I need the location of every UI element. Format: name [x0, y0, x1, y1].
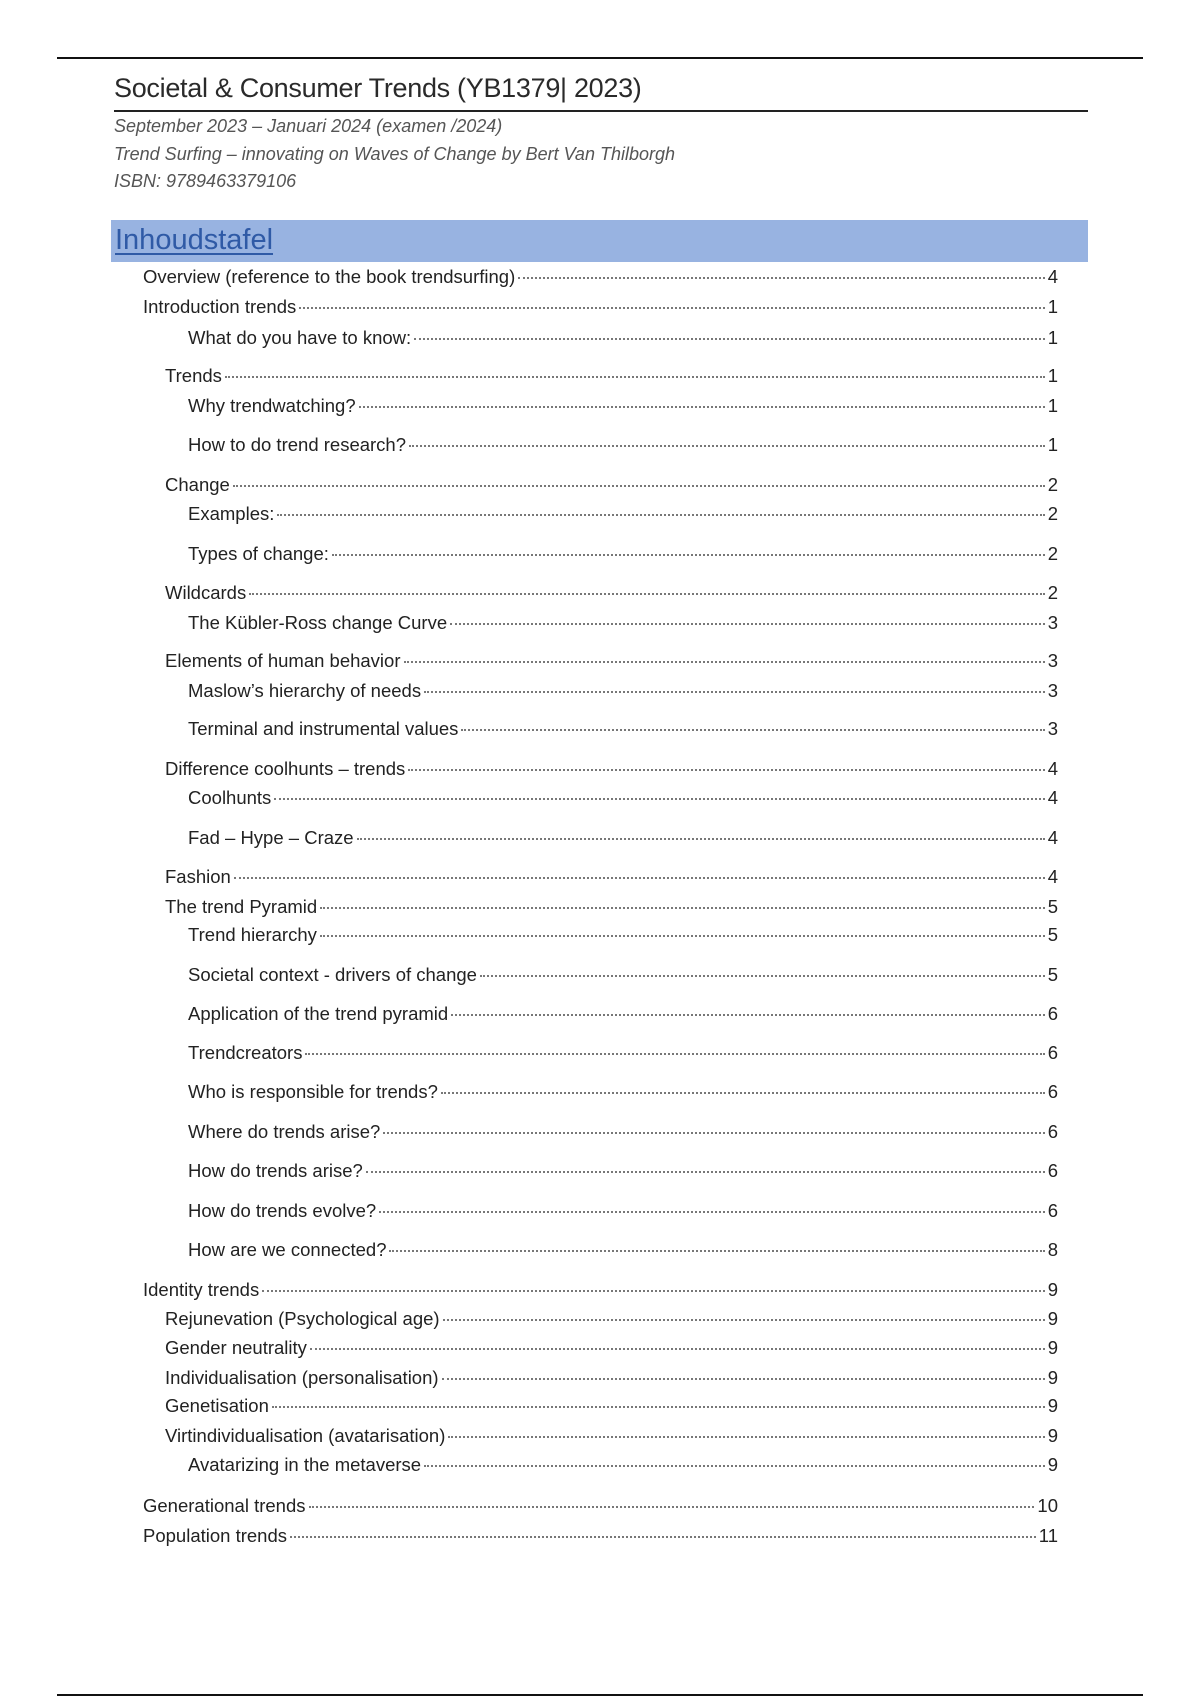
toc-entry[interactable] — [143, 294, 1058, 320]
toc-entry-label: Fad – Hype – Craze — [188, 827, 354, 848]
toc-entry[interactable] — [165, 864, 1058, 890]
toc-leader-dots — [442, 1378, 1045, 1380]
toc-entry[interactable] — [188, 962, 1058, 988]
toc-entry[interactable] — [165, 1306, 1058, 1332]
toc-entry[interactable] — [188, 1001, 1058, 1027]
toc-page-number: 6 — [1047, 1121, 1058, 1142]
toc-entry-label: Application of the trend pyramid — [188, 1003, 449, 1024]
toc-page-number: 4 — [1047, 787, 1058, 808]
toc-page-number: 6 — [1047, 1160, 1058, 1181]
toc-page-number: 9 — [1047, 1367, 1058, 1388]
toc-entry[interactable] — [165, 1365, 1058, 1391]
toc-heading[interactable]: Inhoudstafel — [115, 224, 274, 256]
toc-leader-dots — [234, 877, 1045, 879]
bottom-rule — [57, 1694, 1143, 1696]
toc-leader-dots — [480, 975, 1045, 977]
toc-entry[interactable] — [188, 610, 1058, 636]
toc-entry-label: Elements of human behavior — [165, 650, 401, 671]
toc-page-number: 1 — [1047, 327, 1058, 348]
toc-page-number: 6 — [1047, 1042, 1058, 1063]
toc-entry-label: How do trends arise? — [188, 1160, 363, 1181]
toc-leader-dots — [408, 769, 1044, 771]
toc-leader-dots — [320, 907, 1045, 909]
toc-page-number: 8 — [1047, 1239, 1058, 1260]
toc-entry[interactable] — [165, 580, 1058, 606]
toc-leader-dots — [424, 691, 1045, 693]
toc-entry-label: Fashion — [165, 866, 231, 887]
toc-entry-label: Societal context - drivers of change — [188, 964, 477, 985]
toc-page-number: 9 — [1047, 1425, 1058, 1446]
toc-leader-dots — [450, 623, 1045, 625]
toc-entry-label: Trendcreators — [188, 1042, 303, 1063]
toc-entry[interactable] — [188, 1452, 1058, 1478]
toc-entry[interactable] — [165, 472, 1058, 498]
toc-entry-label: Trend hierarchy — [188, 924, 317, 945]
toc-entry[interactable] — [188, 432, 1058, 458]
toc-page-number: 9 — [1047, 1337, 1058, 1358]
toc-entry[interactable] — [188, 1158, 1058, 1184]
toc-page-number: 3 — [1047, 650, 1058, 671]
toc-page-number: 5 — [1047, 964, 1058, 985]
toc-entry[interactable] — [165, 1335, 1058, 1361]
book-reference: Trend Surfing – innovating on Waves of Change by Bert Van Thilborgh — [114, 144, 675, 164]
toc-leader-dots — [277, 514, 1044, 516]
toc-entry-label: Maslow’s hierarchy of needs — [188, 680, 422, 701]
toc-entry[interactable] — [143, 264, 1058, 290]
toc-leader-dots — [290, 1536, 1036, 1538]
toc-entry-label: Individualisation (personalisation) — [165, 1367, 439, 1388]
toc-leader-dots — [518, 277, 1044, 279]
toc-entry-label: How to do trend research? — [188, 434, 407, 455]
toc-page-number: 11 — [1038, 1525, 1058, 1546]
toc-entry-label: Identity trends — [143, 1279, 260, 1300]
toc-leader-dots — [332, 554, 1045, 556]
toc-page-number: 9 — [1047, 1279, 1058, 1300]
toc-entry[interactable] — [188, 825, 1058, 851]
toc-entry-label: Genetisation — [165, 1395, 269, 1416]
toc-leader-dots — [310, 1348, 1045, 1350]
toc-leader-dots — [357, 838, 1045, 840]
toc-entry[interactable] — [188, 1079, 1058, 1105]
toc-leader-dots — [272, 1406, 1045, 1408]
toc-leader-dots — [359, 406, 1045, 408]
toc-page-number: 1 — [1047, 434, 1058, 455]
toc-page-number: 3 — [1047, 680, 1058, 701]
toc-entry-label: Generational trends — [143, 1495, 306, 1516]
toc-page-number: 9 — [1047, 1454, 1058, 1475]
toc-leader-dots — [424, 1465, 1045, 1467]
toc-leader-dots — [262, 1290, 1045, 1292]
toc-entry[interactable] — [188, 1198, 1058, 1224]
toc-entry[interactable] — [165, 894, 1058, 920]
toc-page-number: 5 — [1047, 896, 1058, 917]
toc-entry-label: What do you have to know: — [188, 327, 412, 348]
toc-entry[interactable] — [165, 1393, 1058, 1419]
toc-entry[interactable] — [188, 325, 1058, 351]
toc-entry[interactable] — [188, 785, 1058, 811]
toc-leader-dots — [461, 729, 1044, 731]
toc-leader-dots — [379, 1211, 1045, 1213]
toc-entry-label: Avatarizing in the metaverse — [188, 1454, 422, 1475]
toc-entry-label: Terminal and instrumental values — [188, 718, 459, 739]
course-period: September 2023 – Januari 2024 (examen /2024) — [114, 116, 503, 136]
toc-entry-label: Why trendwatching? — [188, 395, 356, 416]
toc-page-number: 4 — [1047, 758, 1058, 779]
toc-entry-label: Rejunevation (Psychological age) — [165, 1308, 440, 1329]
toc-leader-dots — [441, 1092, 1045, 1094]
toc-leader-dots — [451, 1014, 1045, 1016]
toc-entry[interactable] — [188, 678, 1058, 704]
toc-entry-label: The Kübler-Ross change Curve — [188, 612, 448, 633]
toc-entry-label: Wildcards — [165, 582, 247, 603]
toc-entry[interactable] — [188, 1237, 1058, 1263]
toc-entry[interactable] — [143, 1277, 1058, 1303]
toc-leader-dots — [389, 1250, 1044, 1252]
toc-leader-dots — [225, 376, 1045, 378]
toc-page-number: 6 — [1047, 1003, 1058, 1024]
toc-page-number: 1 — [1047, 296, 1058, 317]
toc-entry-label: Difference coolhunts – trends — [165, 758, 406, 779]
toc-leader-dots — [299, 307, 1044, 309]
toc-leader-dots — [249, 593, 1044, 595]
toc-page-number: 6 — [1047, 1081, 1058, 1102]
toc-entry-label: Virtindividualisation (avatarisation) — [165, 1425, 446, 1446]
toc-page-number: 3 — [1047, 718, 1058, 739]
toc-entry[interactable] — [188, 1119, 1058, 1145]
toc-page-number: 1 — [1047, 395, 1058, 416]
toc-leader-dots — [409, 445, 1045, 447]
toc-entry[interactable] — [165, 363, 1058, 389]
toc-entry[interactable] — [143, 1523, 1058, 1549]
toc-entry[interactable] — [188, 716, 1058, 742]
toc-page-number: 4 — [1047, 866, 1058, 887]
toc-leader-dots — [383, 1132, 1044, 1134]
toc-page-number: 2 — [1047, 503, 1058, 524]
toc-entry-label: Gender neutrality — [165, 1337, 307, 1358]
toc-entry[interactable] — [143, 1493, 1058, 1519]
toc-leader-dots — [320, 935, 1045, 937]
toc-entry[interactable] — [165, 756, 1058, 782]
toc-entry-label: Who is responsible for trends? — [188, 1081, 438, 1102]
toc-entry[interactable] — [188, 501, 1058, 527]
toc-page-number: 6 — [1047, 1200, 1058, 1221]
isbn: ISBN: 9789463379106 — [114, 171, 297, 191]
toc-entry-label: Change — [165, 474, 230, 495]
toc-entry-label: Types of change: — [188, 543, 329, 564]
toc-entry[interactable] — [188, 922, 1058, 948]
toc-page-number: 10 — [1037, 1495, 1058, 1516]
toc-page-number: 1 — [1047, 365, 1058, 386]
toc-leader-dots — [443, 1319, 1045, 1321]
toc-page-number: 4 — [1047, 266, 1058, 287]
toc-page-number: 2 — [1047, 474, 1058, 495]
toc-entry[interactable] — [188, 541, 1058, 567]
toc-page-number: 9 — [1047, 1308, 1058, 1329]
toc-page-number: 9 — [1047, 1395, 1058, 1416]
toc-entry[interactable] — [188, 393, 1058, 419]
toc-entry[interactable] — [165, 648, 1058, 674]
toc-entry[interactable] — [188, 1040, 1058, 1066]
toc-entry[interactable] — [165, 1423, 1058, 1449]
toc-leader-dots — [414, 338, 1045, 340]
toc-leader-dots — [233, 485, 1045, 487]
toc-leader-dots — [274, 798, 1044, 800]
toc-entry-label: Examples: — [188, 503, 275, 524]
toc-page-number: 4 — [1047, 827, 1058, 848]
toc-leader-dots — [305, 1053, 1044, 1055]
toc-entry-label: The trend Pyramid — [165, 896, 318, 917]
toc-entry-label: Population trends — [143, 1525, 287, 1546]
toc-page-number: 2 — [1047, 582, 1058, 603]
document-title: Societal & Consumer Trends (YB1379| 2023) — [114, 70, 1088, 112]
toc-entry-label: Where do trends arise? — [188, 1121, 381, 1142]
toc-leader-dots — [309, 1506, 1035, 1508]
toc-page-number: 2 — [1047, 543, 1058, 564]
toc-entry-label: How are we connected? — [188, 1239, 387, 1260]
toc-entry-label: Trends — [165, 365, 222, 386]
toc-entry-label: Introduction trends — [143, 296, 297, 317]
toc-entry-label: Overview (reference to the book trendsurfing) — [143, 266, 516, 287]
toc-leader-dots — [366, 1171, 1045, 1173]
toc-leader-dots — [448, 1436, 1044, 1438]
toc-entry-label: How do trends evolve? — [188, 1200, 377, 1221]
toc-page-number: 5 — [1047, 924, 1058, 945]
toc-leader-dots — [404, 661, 1045, 663]
toc-page-number: 3 — [1047, 612, 1058, 633]
toc-entry-label: Coolhunts — [188, 787, 272, 808]
